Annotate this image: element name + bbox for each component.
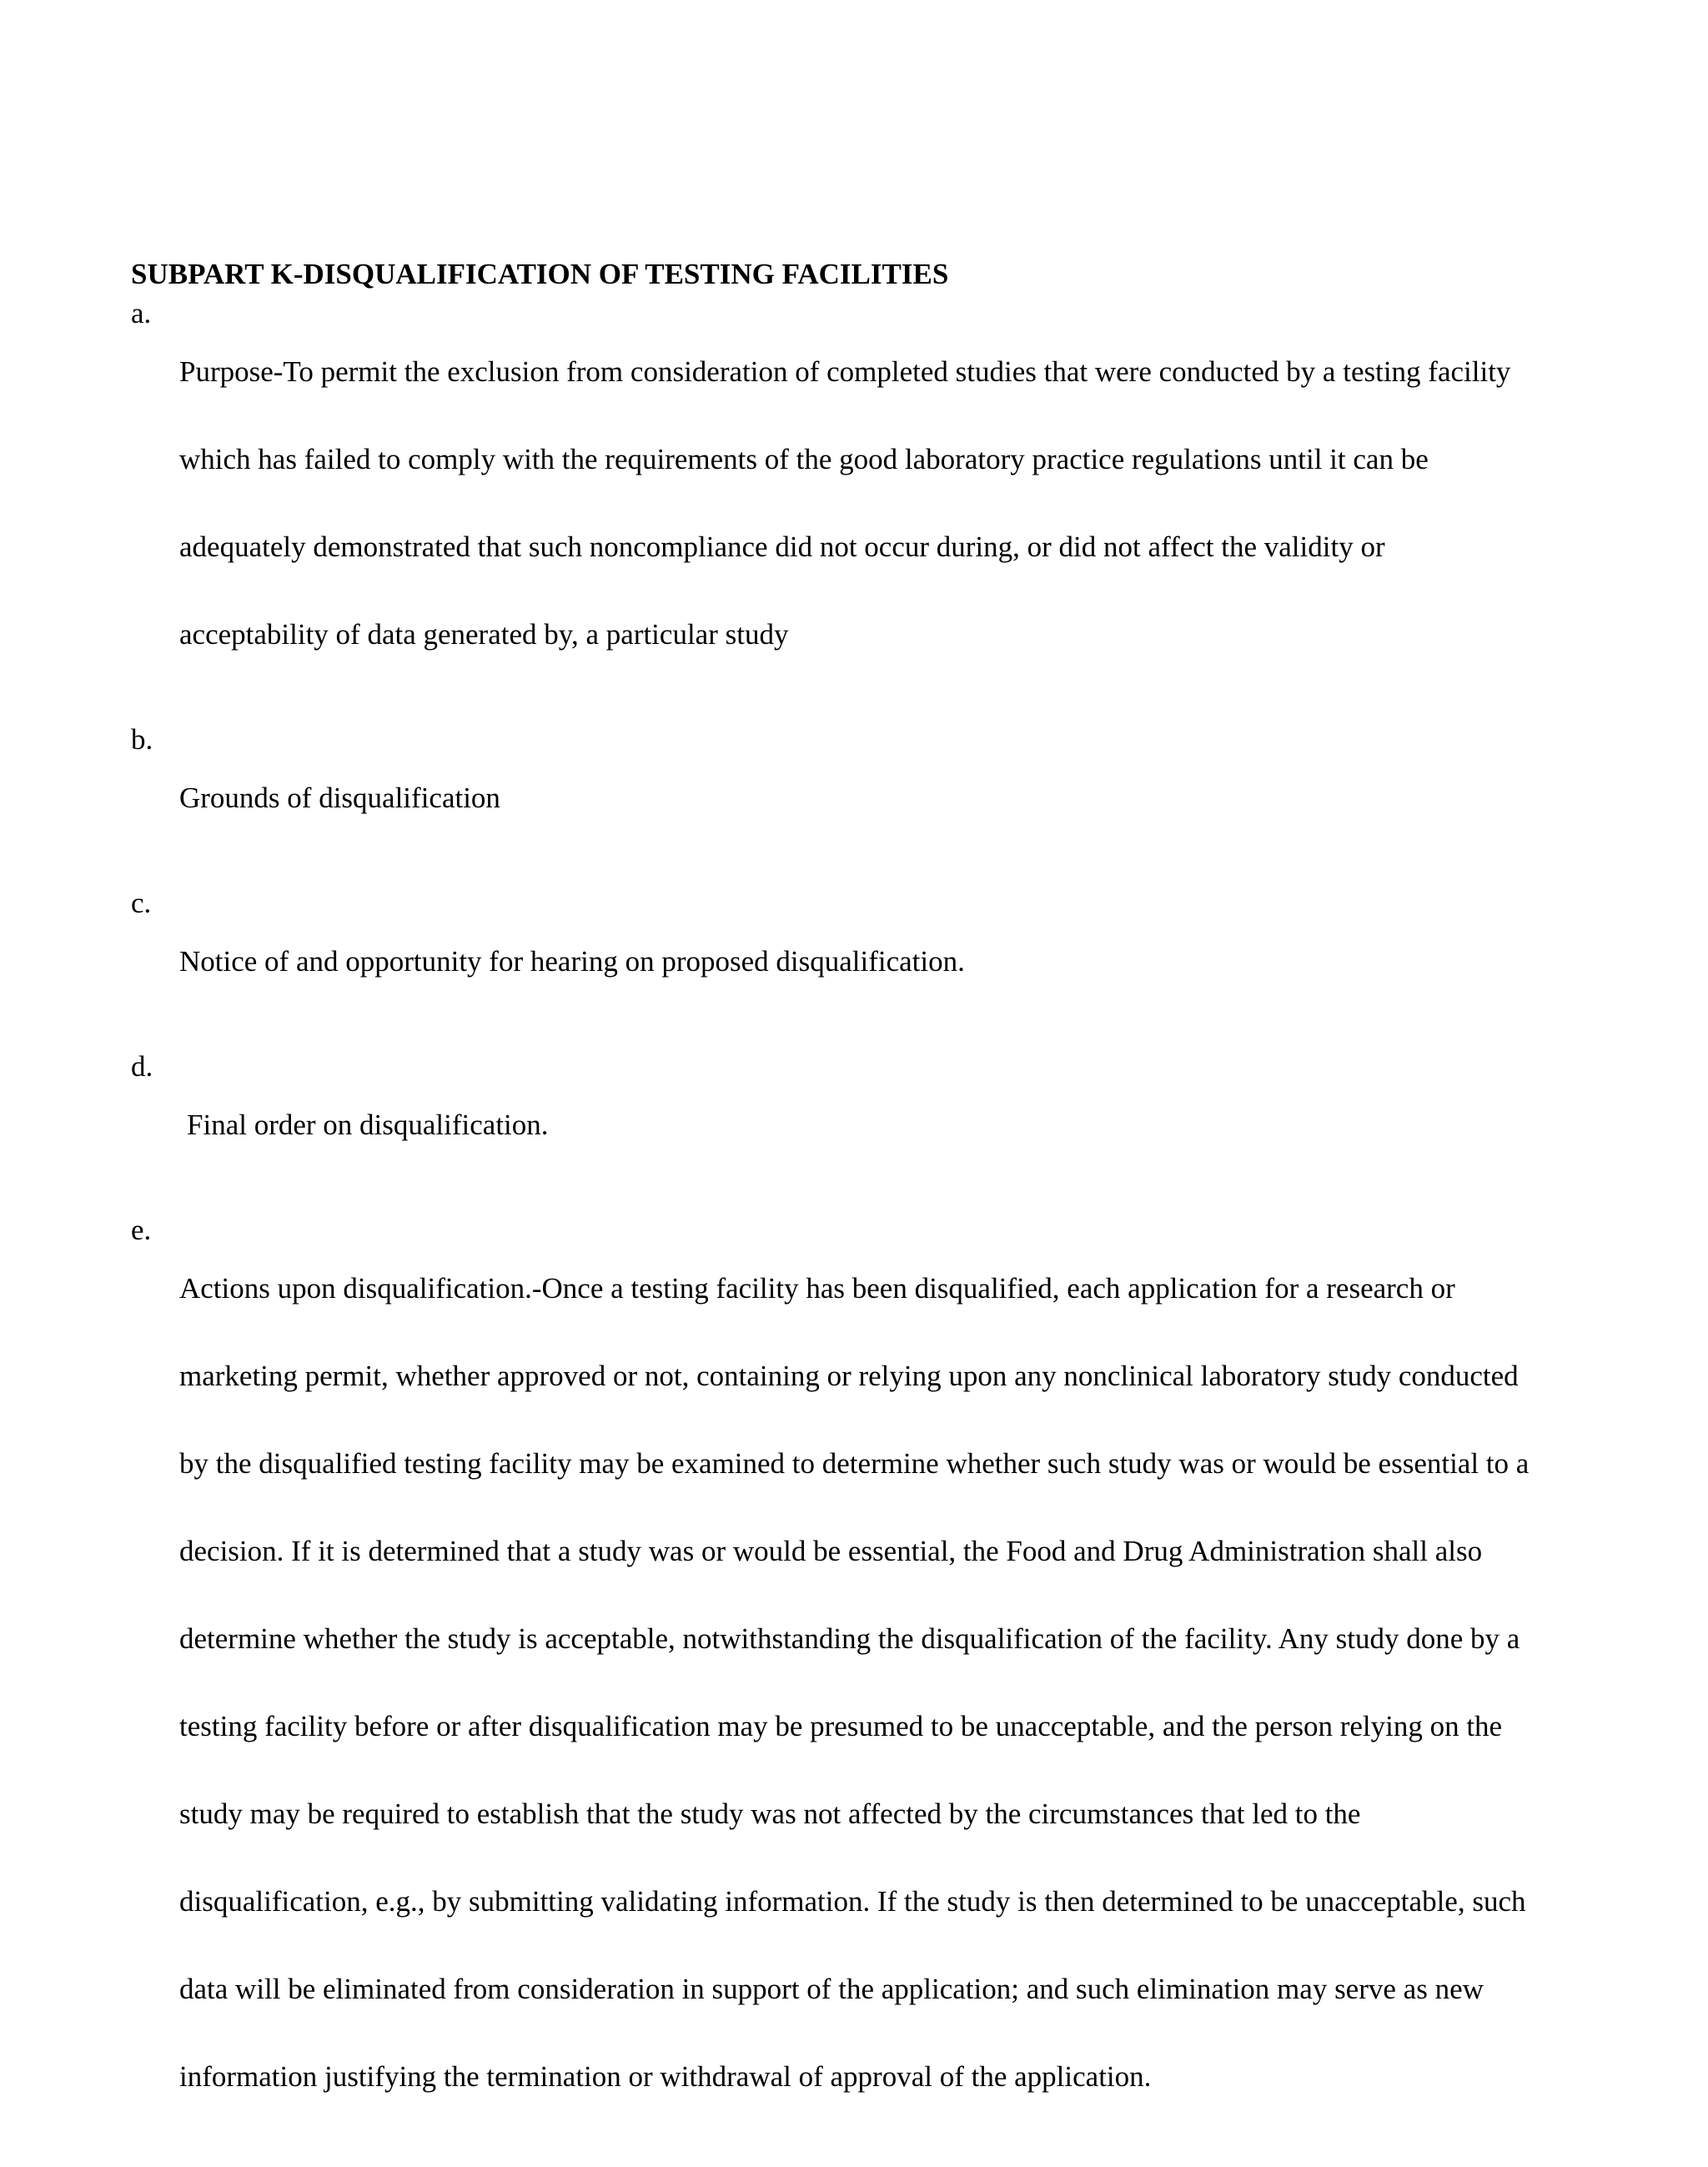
list-marker: b. [131, 723, 153, 756]
text-line: data will be eliminated from consideration in support of the application; and such elimination may serve as new [179, 1973, 1484, 2005]
text-line: which has failed to comply with the requirements of the good laboratory practice regulations until it can be [179, 443, 1429, 475]
list-marker: e. [131, 1214, 152, 1246]
text-line: Grounds of disqualification [179, 782, 500, 814]
text-line: acceptability of data generated by, a particular study [179, 618, 789, 651]
text-line: Actions upon disqualification.-Once a testing facility has been disqualified, each application for a research or [179, 1272, 1455, 1305]
list-item-text [179, 299, 1599, 707]
text-line: by the disqualified testing facility may be examined to determine whether such study was or would be essential to a [179, 1447, 1530, 1480]
list-marker: a. [131, 297, 152, 329]
list-marker: d. [131, 1050, 153, 1083]
list-item-text [179, 725, 1599, 871]
section-heading: SUBPART K-DISQUALIFICATION OF TESTING FACILITIES [131, 258, 949, 290]
text-line: study may be required to establish that the study was not affected by the circumstances that led to the [179, 1797, 1361, 1830]
list-item-c [131, 888, 1599, 1034]
text-line: determine whether the study is acceptable, notwithstanding the disqualification of the facility. Any study done by a [179, 1622, 1520, 1655]
list-item-text [179, 1215, 1599, 2149]
list-item-text [179, 888, 1599, 1034]
list-marker: c. [131, 887, 152, 919]
list-item-text [179, 1052, 1599, 1198]
text-line: Notice of and opportunity for hearing on proposed disqualification. [179, 945, 965, 978]
slide-content [131, 257, 1599, 2167]
list-item-b [131, 725, 1599, 871]
text-line: Purpose-To permit the exclusion from consideration of completed studies that were conducted by a testing facility [179, 355, 1511, 388]
list-item-a [131, 299, 1599, 707]
text-line: testing facility before or after disqualification may be presumed to be unacceptable, and the person relying on the [179, 1710, 1503, 1742]
text-line: decision. If it is determined that a study was or would be essential, the Food and Drug Administration shall also [179, 1535, 1483, 1567]
text-line: Final order on disqualification. [187, 1109, 549, 1141]
text-line: adequately demonstrated that such noncompliance did not occur during, or did not affect the validity or [179, 530, 1385, 563]
text-line: disqualification, e.g., by submitting validating information. If the study is then determined to be unacceptable, such [179, 1885, 1526, 1918]
text-line: marketing permit, whether approved or not, containing or relying upon any nonclinical laboratory study conducted [179, 1360, 1519, 1392]
list-item-d [131, 1052, 1599, 1198]
subpart-list [131, 299, 1599, 2149]
text-line: information justifying the termination or withdrawal of approval of the application. [179, 2060, 1152, 2093]
list-item-e [131, 1215, 1599, 2149]
